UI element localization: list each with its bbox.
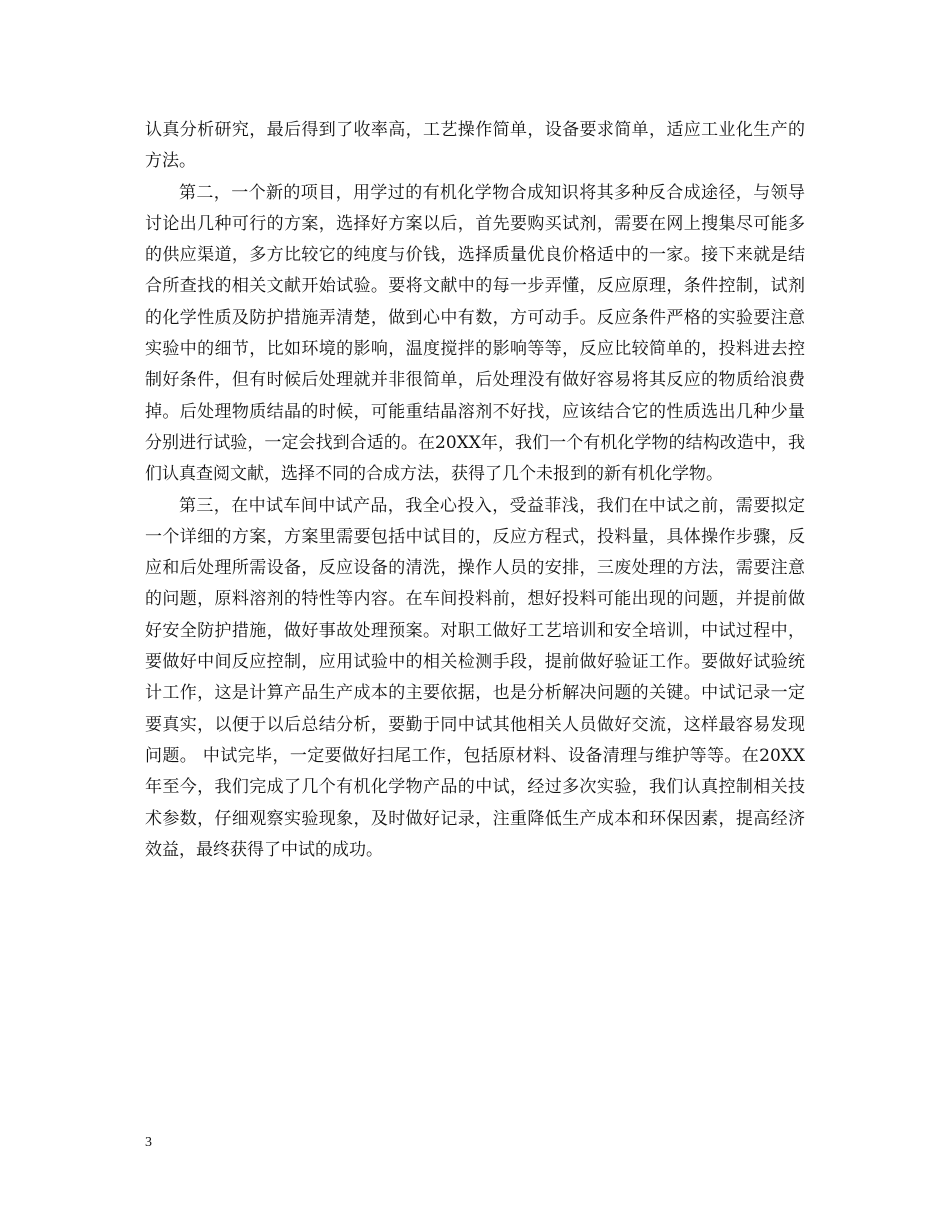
page-number: 3 — [145, 1135, 152, 1150]
document-body — [145, 115, 805, 866]
paragraph-1: 认真分析研究，最后得到了收率高，工艺操作简单，设备要求简单，适应工业化生产的方法。 — [145, 120, 805, 172]
paragraph-2: 第二，一个新的项目，用学过的有机化学物合成知识将其多种反合成途径，与领导讨论出几种可行的方案，选择好方案以后，首先要购买试剂，需要在网上搜集尽可能多的供应渠道，多方比较它的纯度与价钱，选择质量优良价格适中的一家。接下来就是结合所查找的相关文献开始试验。要将文献中的每一步弄懂，反应原理，条件控制，试剂的化学性质及防护措施弄清楚，做到心中有数，方可动手。反应条件严格的实验要注意实验中的细节，比如环境的影响，温度搅拌的影响等等，反应比较简单的，投料进去控制好条件，但有时候后处理就并非很简单，后处理没有做好容易将其反应的物质给浪费掉。后处理物质结晶的时候，可能重结晶溶剂不好找，应该结合它的性质选出几种少量分别进行试验，一定会找到合适的。在20XX年，我们一个有机化学物的结构改造中，我们认真查阅文献，选择不同的合成方法，获得了几个未报到的新有机化学物。 — [145, 182, 805, 485]
paragraph-3: 第三，在中试车间中试产品，我全心投入，受益菲浅，我们在中试之前，需要拟定一个详细的方案，方案里需要包括中试目的，反应方程式，投料量，具体操作步骤，反应和后处理所需设备，反应设备的清洗，操作人员的安排，三废处理的方法，需要注意的问题，原料溶剂的特性等内容。在车间投料前，想好投料可能出现的问题，并提前做好安全防护措施，做好事故处理预案。对职工做好工艺培训和安全培训，中试过程中，要做好中间反应控制，应用试验中的相关检测手段，提前做好验证工作。要做好试验统计工作，这是计算产品生产成本的主要依据，也是分析解决问题的关键。中试记录一定要真实，以便于以后总结分析，要勤于同中试其他相关人员做好交流，这样最容易发现问题。 中试完毕，一定要做好扫尾工作，包括原材料、设备清理与维护等等。在20XX年至今，我们完成了几个有机化学物产品的中试，经过多次实验，我们认真控制相关技术参数，仔细观察实验现象，及时做好记录，注重降低生产成本和环保因素，提高经济效益，最终获得了中试的成功。 — [145, 495, 805, 860]
